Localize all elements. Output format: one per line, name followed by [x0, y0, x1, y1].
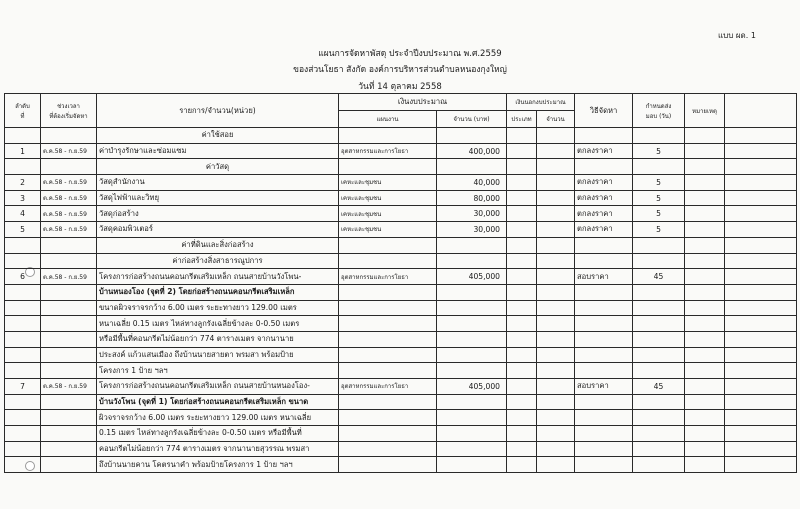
col-deadline: กำหนดส่ง มอบ (วัน) [633, 94, 685, 128]
table-row: 4 ต.ค.58 - ก.ย.59 วัสดุก่อสร้าง เคหะและชุมชน 30,000 ตกลงราคา 5 [5, 206, 797, 222]
section-title: ค่าวัสดุ [97, 159, 339, 175]
section-title: ค่าใช้สอย [97, 128, 339, 144]
document-subtitle: ของส่วนโยธา สังกัด องค์การบริหารส่วนตำบลหนองกุงใหญ่ [293, 65, 507, 75]
project-title-cont: บ้านวังโพน (จุดที่ 1) โดยก่อสร้างถนนคอนกรีตเสริมเหล็ก ขนาด [99, 397, 309, 407]
table-row: ถึงบ้านนายคาน โคตรนาคำ พร้อมป้ายโครงการ 1 ป้าย ฯลฯ [5, 457, 797, 473]
form-number: แบบ ผด. 1 [718, 31, 756, 40]
col-blank [725, 94, 797, 128]
table-row: คอนกรีตไม่น้อยกว่า 774 ตารางเมตร จากนานายสุวรรณ พรมสา [5, 441, 797, 457]
table-row: 5 ต.ค.58 - ก.ย.59 วัสดุคอมพิวเตอร์ เคหะและชุมชน 30,000 ตกลงราคา 5 [5, 222, 797, 238]
project-title: โครงการก่อสร้างถนนคอนกรีตเสริมเหล็ก ถนนสายบ้านวังโพน- [97, 269, 339, 285]
col-period: ช่วงเวลา ที่ต้องเริ่มจัดหา [41, 94, 97, 128]
col-extra-amount: จำนวน [537, 111, 575, 128]
col-plan: แผนงาน [339, 111, 437, 128]
table-row: 3 ต.ค.58 - ก.ย.59 วัสดุไฟฟ้าและวิทยุ เคหะและชุมชน 80,000 ตกลงราคา 5 [5, 190, 797, 206]
section-row [5, 237, 797, 253]
project-title: โครงการก่อสร้างถนนคอนกรีตเสริมเหล็ก ถนนสายบ้านหนองโอง- [97, 379, 339, 395]
table-header [5, 94, 797, 128]
table-row: 1 ต.ค.58 - ก.ย.59 ค่าบำรุงรักษาและซ่อมแซม อุตสาหกรรมและการโยธา 400,000 ตกลงราคา 5 [5, 143, 797, 159]
table-row: 7 ต.ค.58 - ก.ย.59 โครงการก่อสร้างถนนคอนกรีตเสริมเหล็ก ถนนสายบ้านหนองโอง- อุตสาหกรรมและการโยธา 405,000 สอบราคา 45 [5, 379, 797, 395]
section-row [5, 253, 797, 269]
col-no: ลำดับ ที่ [5, 94, 41, 128]
table-row: โครงการ 1 ป้าย ฯลฯ [5, 363, 797, 379]
col-type: ประเภท [507, 111, 537, 128]
table-row [5, 394, 797, 410]
table-row: หนาเฉลี่ย 0.15 เมตร ไหล่ทางลูกรังเฉลี่ยข้างละ 0-0.50 เมตร [5, 316, 797, 332]
col-method: วิธีจัดหา [575, 94, 633, 128]
col-item: รายการ/จำนวน(หน่วย) [97, 94, 339, 128]
table-row [5, 284, 797, 300]
section-row [5, 128, 797, 144]
table-row: 6 ต.ค.58 - ก.ย.59 โครงการก่อสร้างถนนคอนกรีตเสริมเหล็ก ถนนสายบ้านวังโพน- อุตสาหกรรมและการโยธา 405,000 สอบราคา 45 [5, 269, 797, 285]
col-amount: จำนวน (บาท) [437, 111, 507, 128]
col-note: หมายเหตุ [685, 94, 725, 128]
project-title-cont: บ้านหนองโอง (จุดที่ 2) โดยก่อสร้างถนนคอนกรีตเสริมเหล็ก [99, 287, 295, 297]
table-row: 2 ต.ค.58 - ก.ย.59 วัสดุสำนักงาน เคหะและชุมชน 40,000 ตกลงราคา 5 [5, 175, 797, 191]
table-row: ผิวจราจรกว้าง 6.00 เมตร ระยะทางยาว 129.00 เมตร หนาเฉลี่ย [5, 410, 797, 426]
document-date: วันที่ 14 ตุลาคม 2558 [358, 82, 442, 92]
procurement-table [4, 93, 797, 473]
section-row [5, 159, 797, 175]
section-title: ค่าที่ดินและสิ่งก่อสร้าง [97, 237, 339, 253]
col-extra-budget: เงินนอกงบประมาณ [507, 94, 575, 111]
table-row: ประสงค์ แก้วแสนเมือง ถึงบ้านนายสายตา พรมสา พร้อมป้าย [5, 347, 797, 363]
table-row: 0.15 เมตร ไหล่ทางลูกรังเฉลี่ยข้างละ 0-0.50 เมตร หรือมีพื้นที่ [5, 426, 797, 442]
document-title: แผนการจัดหาพัสดุ ประจำปีงบประมาณ พ.ศ.2559 [318, 49, 502, 59]
col-budget: เงินงบประมาณ [339, 94, 507, 111]
section-title: ค่าก่อสร้างสิ่งสาธารณูปการ [97, 253, 339, 269]
table-row: ขนาดผิวจราจรกว้าง 6.00 เมตร ระยะทางยาว 129.00 เมตร [5, 300, 797, 316]
table-row: หรือมีพื้นที่คอนกรีตไม่น้อยกว่า 774 ตารางเมตร จากนานาย [5, 331, 797, 347]
